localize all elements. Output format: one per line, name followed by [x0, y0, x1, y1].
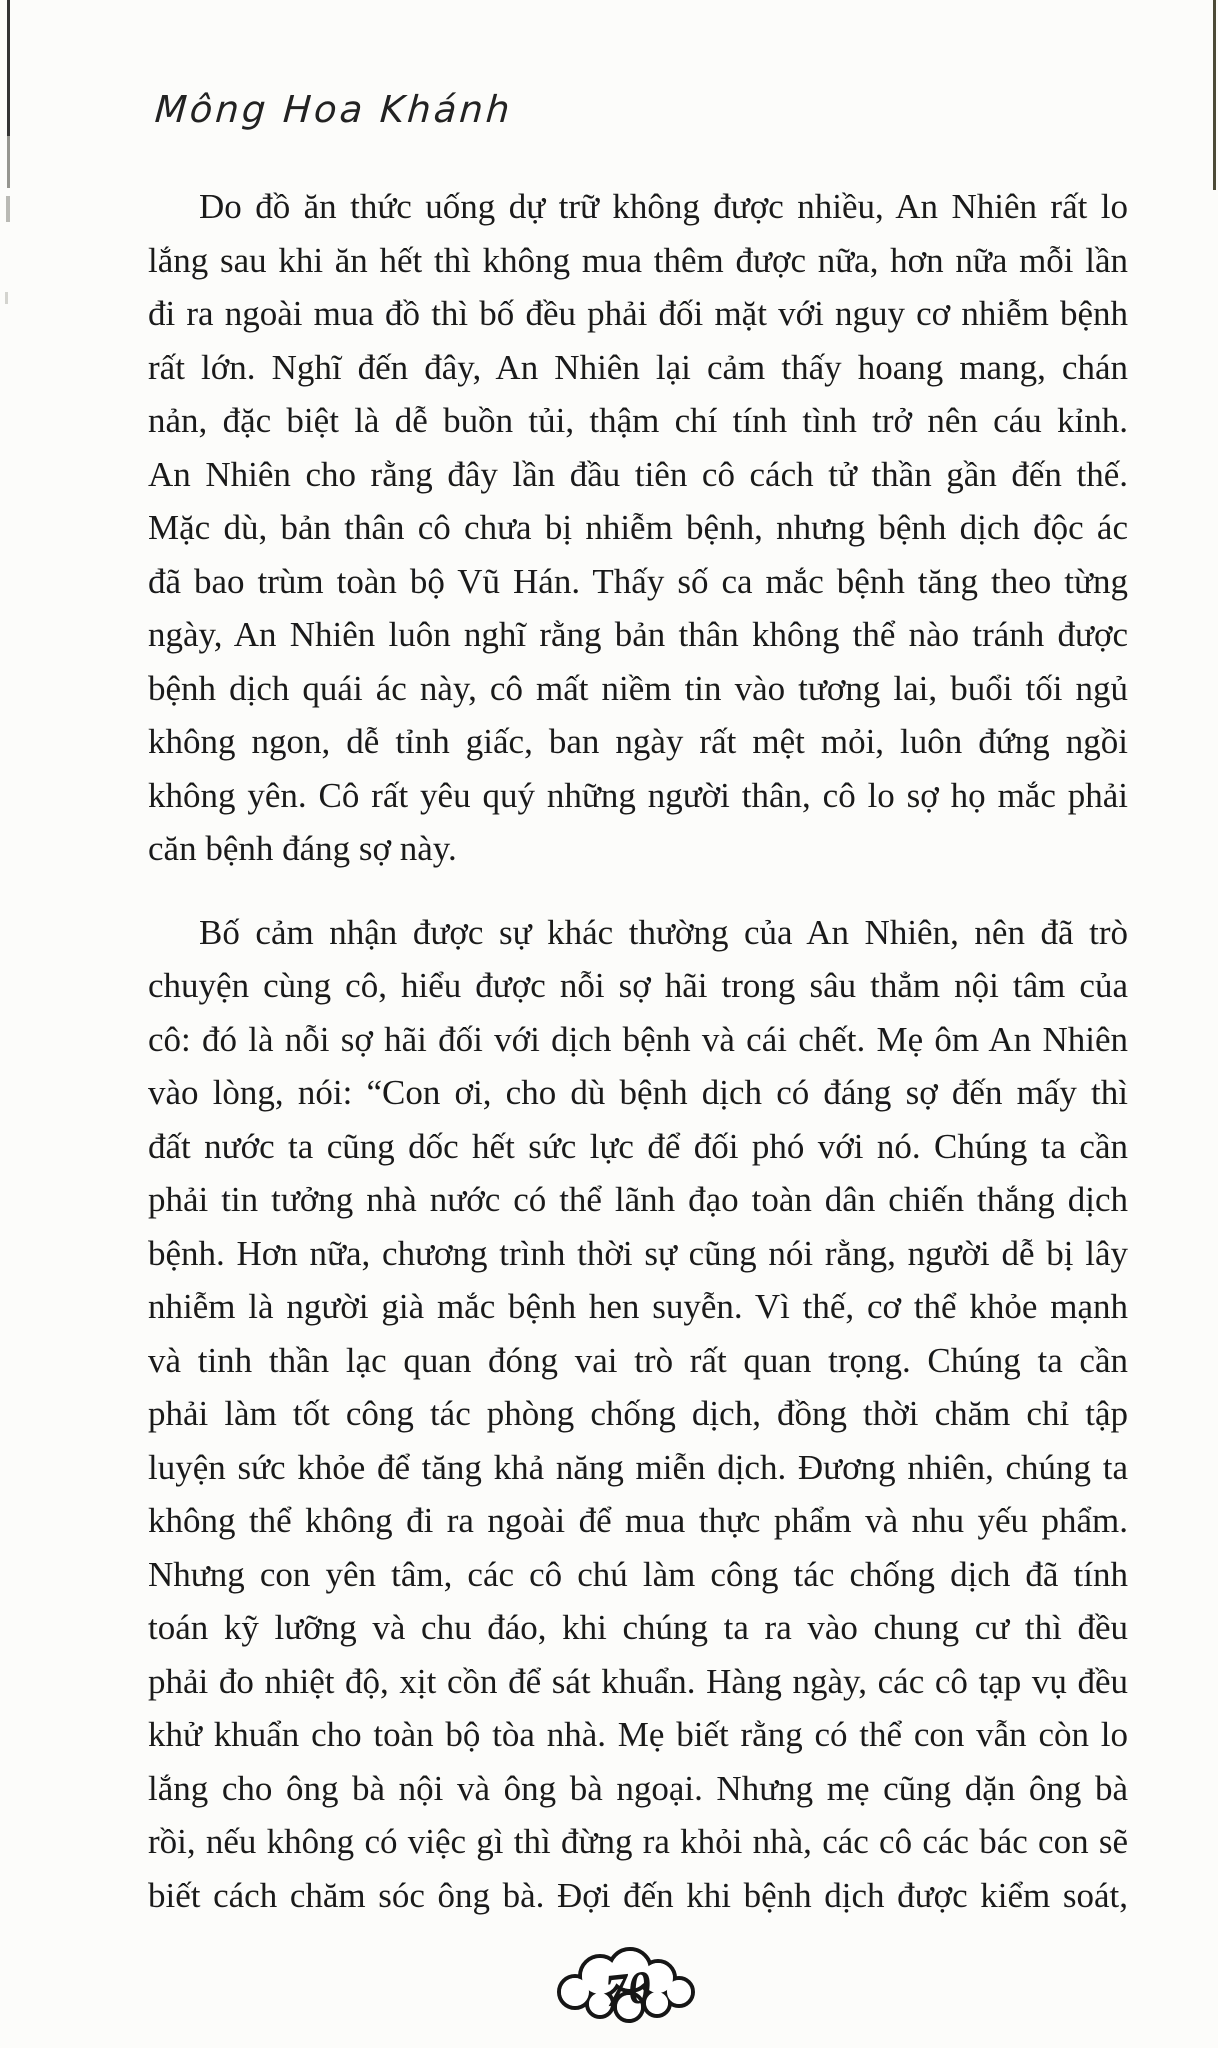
text-line: bệnh dịch quái ác này, cô mất niềm tin vào tương lai, buổi tối ngủ [148, 668, 1128, 708]
running-header-author: Mông Hoa Khánh [153, 88, 514, 131]
scan-artifact-mark [6, 196, 10, 222]
text-line: luyện sức khỏe để tăng khả năng miễn dịch. Đương nhiên, chúng ta [148, 1447, 1128, 1487]
cloud-outline-icon [545, 1940, 710, 2035]
text-line: vào lòng, nói: “Con ơi, cho dù bệnh dịch có đáng sợ đến mấy thì [148, 1073, 1128, 1112]
body-text [148, 180, 1128, 1922]
text-line: chuyện cùng cô, hiểu được nỗi sợ hãi trong sâu thẳm nội tâm của [148, 966, 1128, 1005]
text-line: phải đo nhiệt độ, xịt cồn để sát khuẩn. Hàng ngày, các cô tạp vụ đều [148, 1661, 1128, 1701]
text-line: Bố cảm nhận được sự khác thường của An Nhiên, nên đã trò [199, 912, 1128, 952]
text-line: và tinh thần lạc quan đóng vai trò rất quan trọng. Chúng ta cần [148, 1340, 1128, 1380]
page-number: 70 [602, 1960, 654, 2017]
text-line: phải làm tốt công tác phòng chống dịch, đồng thời chăm chỉ tập [148, 1394, 1128, 1433]
text-line: khử khuẩn cho toàn bộ tòa nhà. Mẹ biết rằng có thể con vẫn còn lo [148, 1715, 1128, 1754]
text-line: rồi, nếu không có việc gì thì đừng ra khỏi nhà, các cô các bác con sẽ [148, 1822, 1128, 1861]
page-edge-line-right [1213, 0, 1216, 190]
text-line: toán kỹ lưỡng và chu đáo, khi chúng ta ra vào chung cư thì đều [148, 1608, 1128, 1647]
text-line: không ngon, dễ tỉnh giấc, ban ngày rất mệt mỏi, luôn đứng ngồi [148, 722, 1128, 761]
text-line: đất nước ta cũng dốc hết sức lực để đối phó với nó. Chúng ta cần [148, 1126, 1128, 1166]
text-line: bệnh. Hơn nữa, chương trình thời sự cũng nói rằng, người dễ bị lây [148, 1233, 1128, 1273]
text-line: lắng sau khi ăn hết thì không mua thêm được nữa, hơn nữa mỗi lần [148, 240, 1128, 280]
text-line: đã bao trùm toàn bộ Vũ Hán. Thấy số ca mắc bệnh tăng theo từng [148, 561, 1128, 601]
text-line: căn bệnh đáng sợ này. [148, 829, 457, 868]
text-line: không yên. Cô rất yêu quý những người thân, cô lo sợ họ mắc phải [148, 775, 1128, 815]
text-line: đi ra ngoài mua đồ thì bố đều phải đối mặt với nguy cơ nhiễm bệnh [148, 294, 1128, 333]
scan-artifact-mark [5, 292, 8, 304]
text-line: không thể không đi ra ngoài để mua thực phẩm và nhu yếu phẩm. [148, 1501, 1128, 1540]
text-line: rất lớn. Nghĩ đến đây, An Nhiên lại cảm thấy hoang mang, chán [148, 347, 1128, 387]
text-line: Do đồ ăn thức uống dự trữ không được nhiều, An Nhiên rất lo [199, 187, 1128, 226]
text-line: biết cách chăm sóc ông bà. Đợi đến khi bệnh dịch được kiểm soát, [148, 1875, 1128, 1915]
text-line: ngày, An Nhiên luôn nghĩ rằng bản thân không thể nào tránh được [148, 615, 1128, 654]
text-line: An Nhiên cho rằng đây lần đầu tiên cô cách tử thần gần đến thế. [148, 454, 1128, 494]
text-line: phải tin tưởng nhà nước có thể lãnh đạo toàn dân chiến thắng dịch [148, 1180, 1128, 1219]
text-line: lắng cho ông bà nội và ông bà ngoại. Nhưng mẹ cũng dặn ông bà [148, 1768, 1128, 1808]
paragraph [148, 906, 1128, 1923]
text-line: Nhưng con yên tâm, các cô chú làm công tác chống dịch đã tính [148, 1554, 1128, 1594]
text-line: nản, đặc biệt là dễ buồn tủi, thậm chí tính tình trở nên cáu kỉnh. [148, 401, 1128, 440]
scan-artifact-left-line [7, 0, 10, 136]
text-line: nhiễm là người già mắc bệnh hen suyễn. Vì thế, cơ thể khỏe mạnh [148, 1287, 1128, 1326]
scan-artifact-left-line-fade [7, 136, 10, 188]
text-line: Mặc dù, bản thân cô chưa bị nhiễm bệnh, nhưng bệnh dịch độc ác [148, 508, 1128, 547]
text-line: cô: đó là nỗi sợ hãi đối với dịch bệnh và cái chết. Mẹ ôm An Nhiên [148, 1019, 1128, 1059]
paragraph [148, 180, 1128, 876]
page-number-cloud [545, 1940, 710, 2035]
